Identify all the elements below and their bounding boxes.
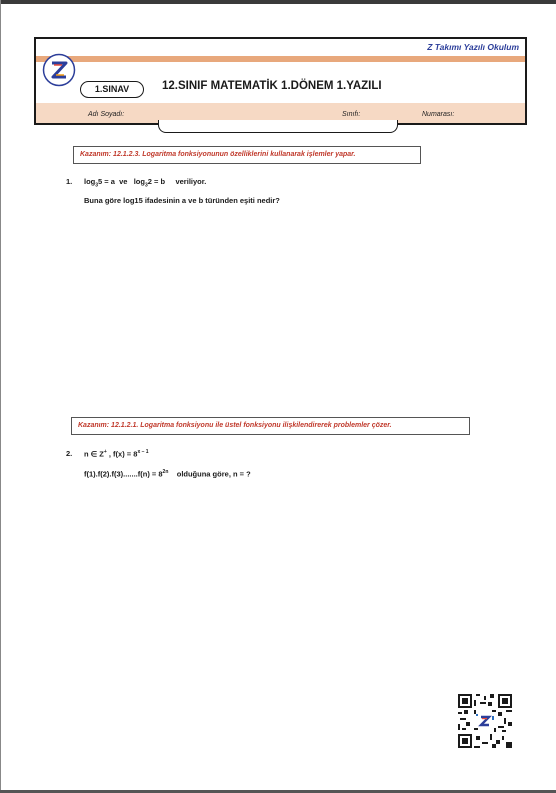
- exam-number-badge: 1.SINAV: [80, 81, 144, 98]
- exam-title: 12.SINIF MATEMATİK 1.DÖNEM 1.YAZILI: [162, 80, 382, 92]
- question-number-1: 1.: [66, 177, 73, 186]
- left-edge: [0, 0, 1, 793]
- name-label: Adı Soyadı:: [88, 111, 125, 118]
- kazanim-box-1: Kazanım: 12.1.2.3. Logaritma fonksiyonunun özelliklerini kullanarak işlemler yapar.: [73, 146, 421, 164]
- exam-header: [34, 37, 527, 125]
- number-label: Numarası:: [422, 111, 455, 118]
- question-number-2: 2.: [66, 449, 73, 458]
- z-logo-icon: [42, 53, 76, 87]
- student-name-field[interactable]: [158, 120, 398, 133]
- question-2-line-1: n ∈ Z+ , $f(x) = 8^{x - 1}$: [84, 449, 149, 459]
- class-label: Sınıfı:: [342, 111, 361, 118]
- question-2-line-2: $f(1).f(2).f(3).......f(n) = 8^{2n}$ olduğuna göre, n = ?: [84, 469, 251, 479]
- brand-name: Z Takımı Yazılı Okulum: [427, 42, 519, 52]
- question-1-line-2: Buna göre log15 ifadesinin a ve b türünden eşiti nedir?: [84, 196, 280, 205]
- kazanim-box-2: Kazanım: 12.1.2.1. Logaritma fonksiyonu ile üstel fonksiyonu ilişkilendirerek problemler çözer.: [71, 417, 470, 435]
- header-stripe: [36, 56, 525, 62]
- qr-code-icon[interactable]: [458, 694, 512, 748]
- top-edge: [0, 0, 556, 4]
- question-1-line-1: $\log_35 = a$ ve $\log_32 = b$ veriliyor.: [84, 177, 207, 189]
